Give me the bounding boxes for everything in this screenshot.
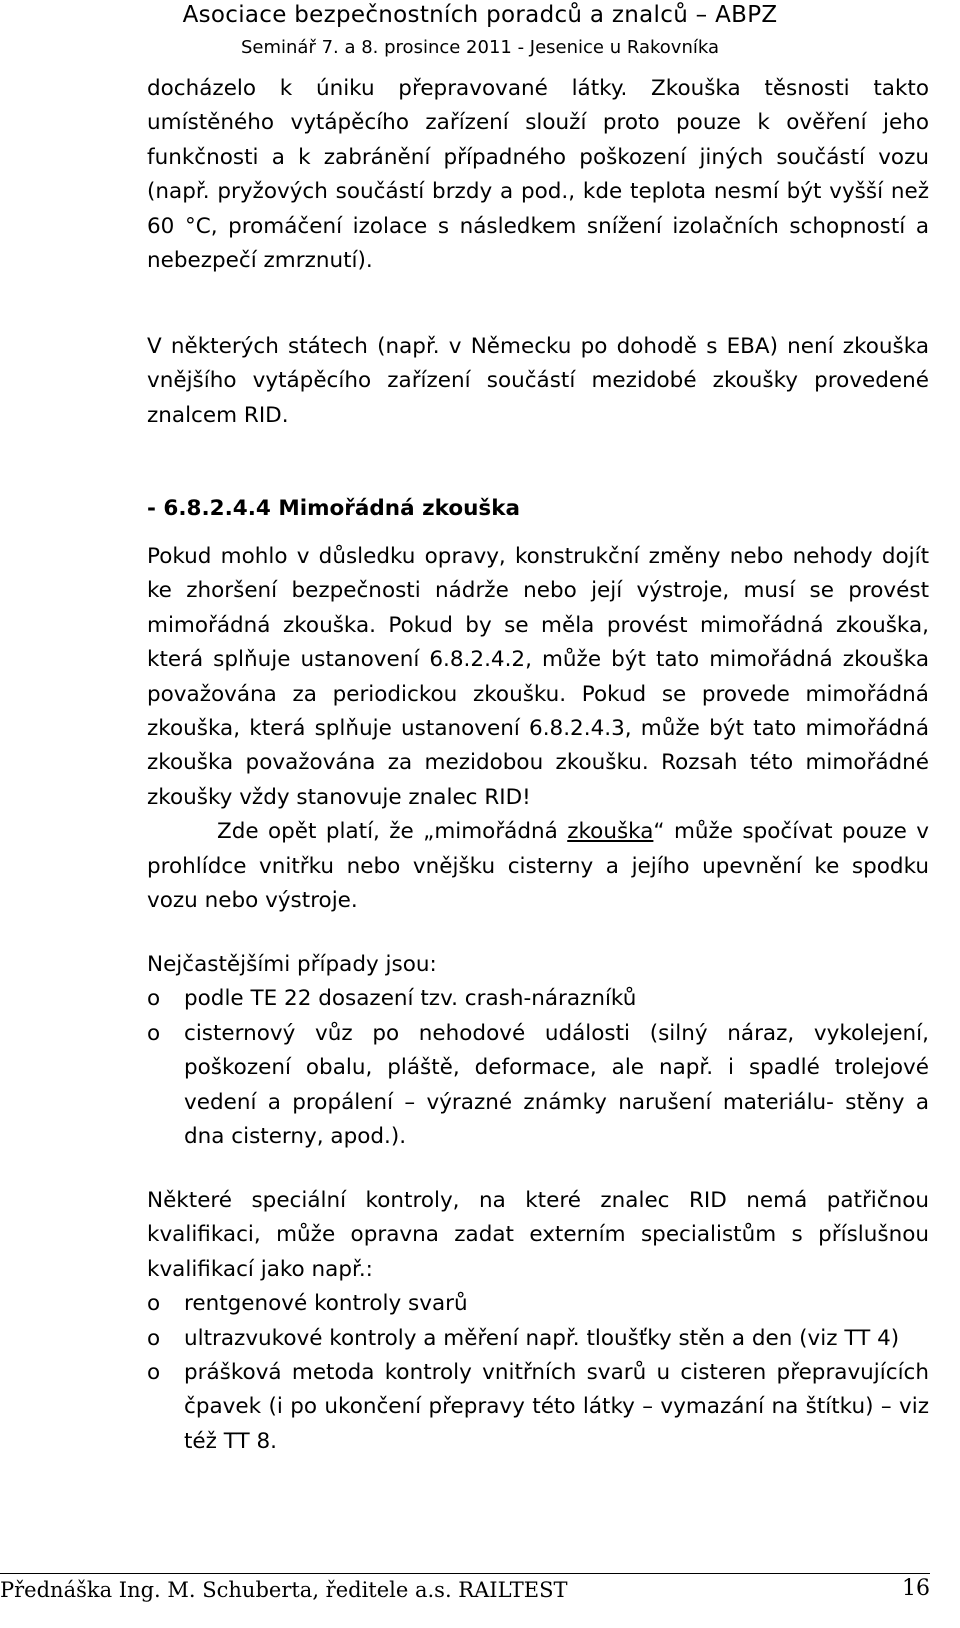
cases-heading: Nejčastějšími případy jsou: [147,952,437,977]
paragraph-3: Pokud mohlo v důsledku opravy, konstrukční změny nebo nehody dojít ke zhoršení bezpečnosti nádrže nebo její výstroje, musí se provést mimořádná zkouška. Pokud by se měla provést mimořádná zkouška, která splňuje ustanovení 6.8.2.4.2, může být tato mimořádná zkouška považována za periodickou zkoušku. Pokud se provede mimořádná zkouška, která splňuje ustanovení 6.8.2.4.3, může být tato mimořádná zkouška považována za mezidobou zkoušku. Rozsah této mimořádné zkoušky vždy stanovuje znalec RID! [147,544,929,810]
paragraph-4-suffix: “ může spočívat pouze v prohlídce vnitřku nebo vnějšku cisterny a jejího upevnění ke spodku vozu nebo výstroje. [147,819,929,914]
document-header-subtitle: Seminář 7. a 8. prosince 2011 - Jesenice u Rakovníka [240,37,719,58]
cases-list [147,982,929,1154]
paragraph-4-prefix: Zde opět platí, že „mimořádná [217,819,568,845]
paragraph-extraordinary-test [147,540,929,918]
footer-text: Přednáška Ing. M. Schuberta, ředitele a.s. RAILTEST [0,1578,568,1602]
page-number: 16 [902,1576,930,1601]
section-title: - 6.8.2.4.4 Mimořádná zkouška [147,496,521,521]
document-header-title: Asociace bezpečnostních poradců a znalců – ABPZ [182,2,778,28]
list-item-text: rentgenové kontroly svarů [184,1291,468,1317]
checks-list [147,1287,929,1459]
bullet-mark: o [147,1325,161,1351]
bullet-mark: o [147,986,161,1012]
paragraph-2: V některých státech (např. v Německu po dohodě s EBA) není zkouška vnějšího vytápěcího zařízení součástí mezidobé zkoušky provedené znalcem RID. [147,334,929,428]
paragraph-4-underlined: zkouška [567,819,654,845]
list-item [147,1017,929,1155]
bullet-mark: o [147,1020,161,1046]
paragraph-5: Některé speciální kontroly, na které znalec RID nemá patřičnou kvalifikaci, může opravna zadat externím specialistům s příslušnou kvalifikací jako např.: [147,1188,929,1282]
bullet-mark: o [147,1291,161,1317]
paragraph-1: docházelo k úniku přepravované látky. Zkouška těsnosti takto umístěného vytápěcího zařízení slouží proto pouze k ověření jeho funkčnosti a k zabránění případného poškození jiných součástí vozu (např. pryžových součástí brzdy a pod., kde teplota nesmí být vyšší než 60 °C, promáčení izolace s následkem snížení izolačních schopností a nebezpečí zmrznutí). [147,76,929,274]
section-heading [147,492,929,526]
list-item [147,982,929,1016]
cases-block [147,948,929,1154]
list-item-text: cisternový vůz po nehodové události (silný náraz, vykolejení, poškození obalu, pláště, deformace, ale např. i spadlé trolejové vedení a propálení – výrazné známky narušení materiálu- stěny a dna cisterny, apod.). [184,1020,929,1150]
footer-divider [0,1573,930,1574]
paragraph-germany [147,330,929,433]
paragraph-leak-test [147,72,929,278]
list-item-text: prášková metoda kontroly vnitřních svarů u cisteren přepravujících čpavek (i po ukončení přepravy této látky – vymazání na štítku) – viz též TT 8. [184,1360,929,1454]
bullet-mark: o [147,1360,161,1386]
list-item [147,1322,929,1356]
list-item-text: ultrazvukové kontroly a měření např. tloušťky stěn a den (viz TT 4) [184,1325,900,1351]
special-checks-block [147,1184,929,1459]
list-item-text: podle TE 22 dosazení tzv. crash-nárazníků [184,986,637,1012]
list-item [147,1356,929,1459]
list-item [147,1287,929,1321]
paragraph-4 [147,815,929,918]
